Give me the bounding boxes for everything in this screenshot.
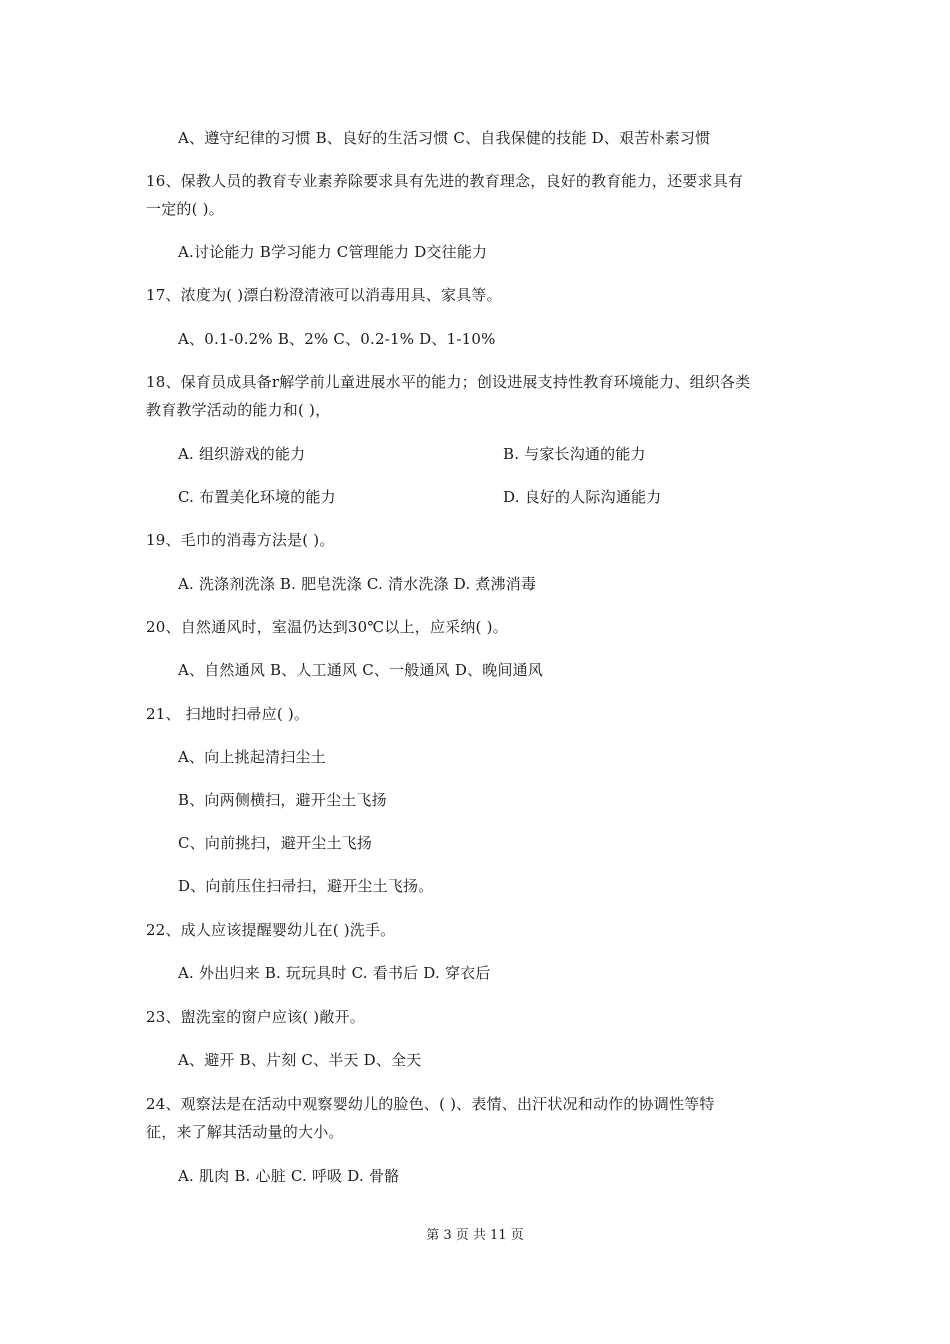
q18-stem-line2: 教育教学活动的能力和( )， [146, 401, 331, 419]
q19-options: A. 洗涤剂洗涤 B. 肥皂洗涤 C. 清水洗涤 D. 煮沸消毒 [178, 575, 537, 593]
q21-option-a: A、向上挑起清扫尘土 [178, 748, 326, 766]
q18-option-c: C. 布置美化环境的能力 [178, 488, 336, 506]
q15-options: A、遵守纪律的习惯 B、良好的生活习惯 C、自我保健的技能 D、艰苦朴素习惯 [178, 129, 711, 147]
page-footer: 第 3 页 共 11 页 [426, 1228, 524, 1243]
q18-stem-line1: 18、保育员成具备r解学前儿童进展水平的能力；创设进展支持性教育环境能力、组织各类 [146, 373, 751, 391]
q23-stem: 23、盥洗室的窗户应该( )敞开。 [146, 1008, 365, 1026]
q24-stem-line1: 24、观察法是在活动中观察婴幼儿的脸色、( )、表情、出汗状况和动作的协调性等特 [146, 1095, 715, 1113]
q18-option-b: B. 与家长沟通的能力 [503, 445, 646, 463]
q16-stem-line1: 16、保教人员的教育专业素养除要求具有先进的教育理念，良好的教育能力，还要求具有 [146, 172, 744, 190]
q21-option-c: C、向前挑扫，避开尘土飞扬 [178, 834, 373, 852]
q20-options: A、自然通风 B、人工通风 C、一般通风 D、晚间通风 [178, 661, 544, 679]
q24-stem-line2: 征，来了解其活动量的大小。 [146, 1123, 344, 1141]
q17-options: A、0.1-0.2% B、2% C、0.2-1% D、1-10% [178, 330, 496, 348]
q17-stem: 17、浓度为( )漂白粉澄清液可以消毒用具、家具等。 [146, 286, 502, 304]
q21-stem: 21、 扫地时扫帚应( )。 [146, 705, 310, 723]
q23-options: A、避开 B、片刻 C、半天 D、全天 [178, 1051, 422, 1069]
q19-stem: 19、毛巾的消毒方法是( )。 [146, 531, 335, 549]
q18-option-d: D. 良好的人际沟通能力 [503, 488, 662, 506]
q20-stem: 20、自然通风时，室温仍达到30℃以上，应采纳( )。 [146, 618, 508, 636]
q16-stem-line2: 一定的( )。 [146, 200, 224, 218]
q18-option-a: A. 组织游戏的能力 [178, 445, 306, 463]
q21-option-d: D、向前压住扫帚扫，避开尘土飞扬。 [178, 877, 434, 895]
q21-option-b: B、向两侧横扫，避开尘土飞扬 [178, 791, 387, 809]
q24-options: A. 肌肉 B. 心脏 C. 呼吸 D. 骨骼 [178, 1167, 400, 1185]
q22-options: A. 外出归来 B. 玩玩具时 C. 看书后 D. 穿衣后 [178, 964, 491, 982]
q16-options: A.讨论能力 B学习能力 C管理能力 D交往能力 [178, 243, 488, 261]
q22-stem: 22、成人应该提醒婴幼儿在( )洗手。 [146, 921, 396, 939]
